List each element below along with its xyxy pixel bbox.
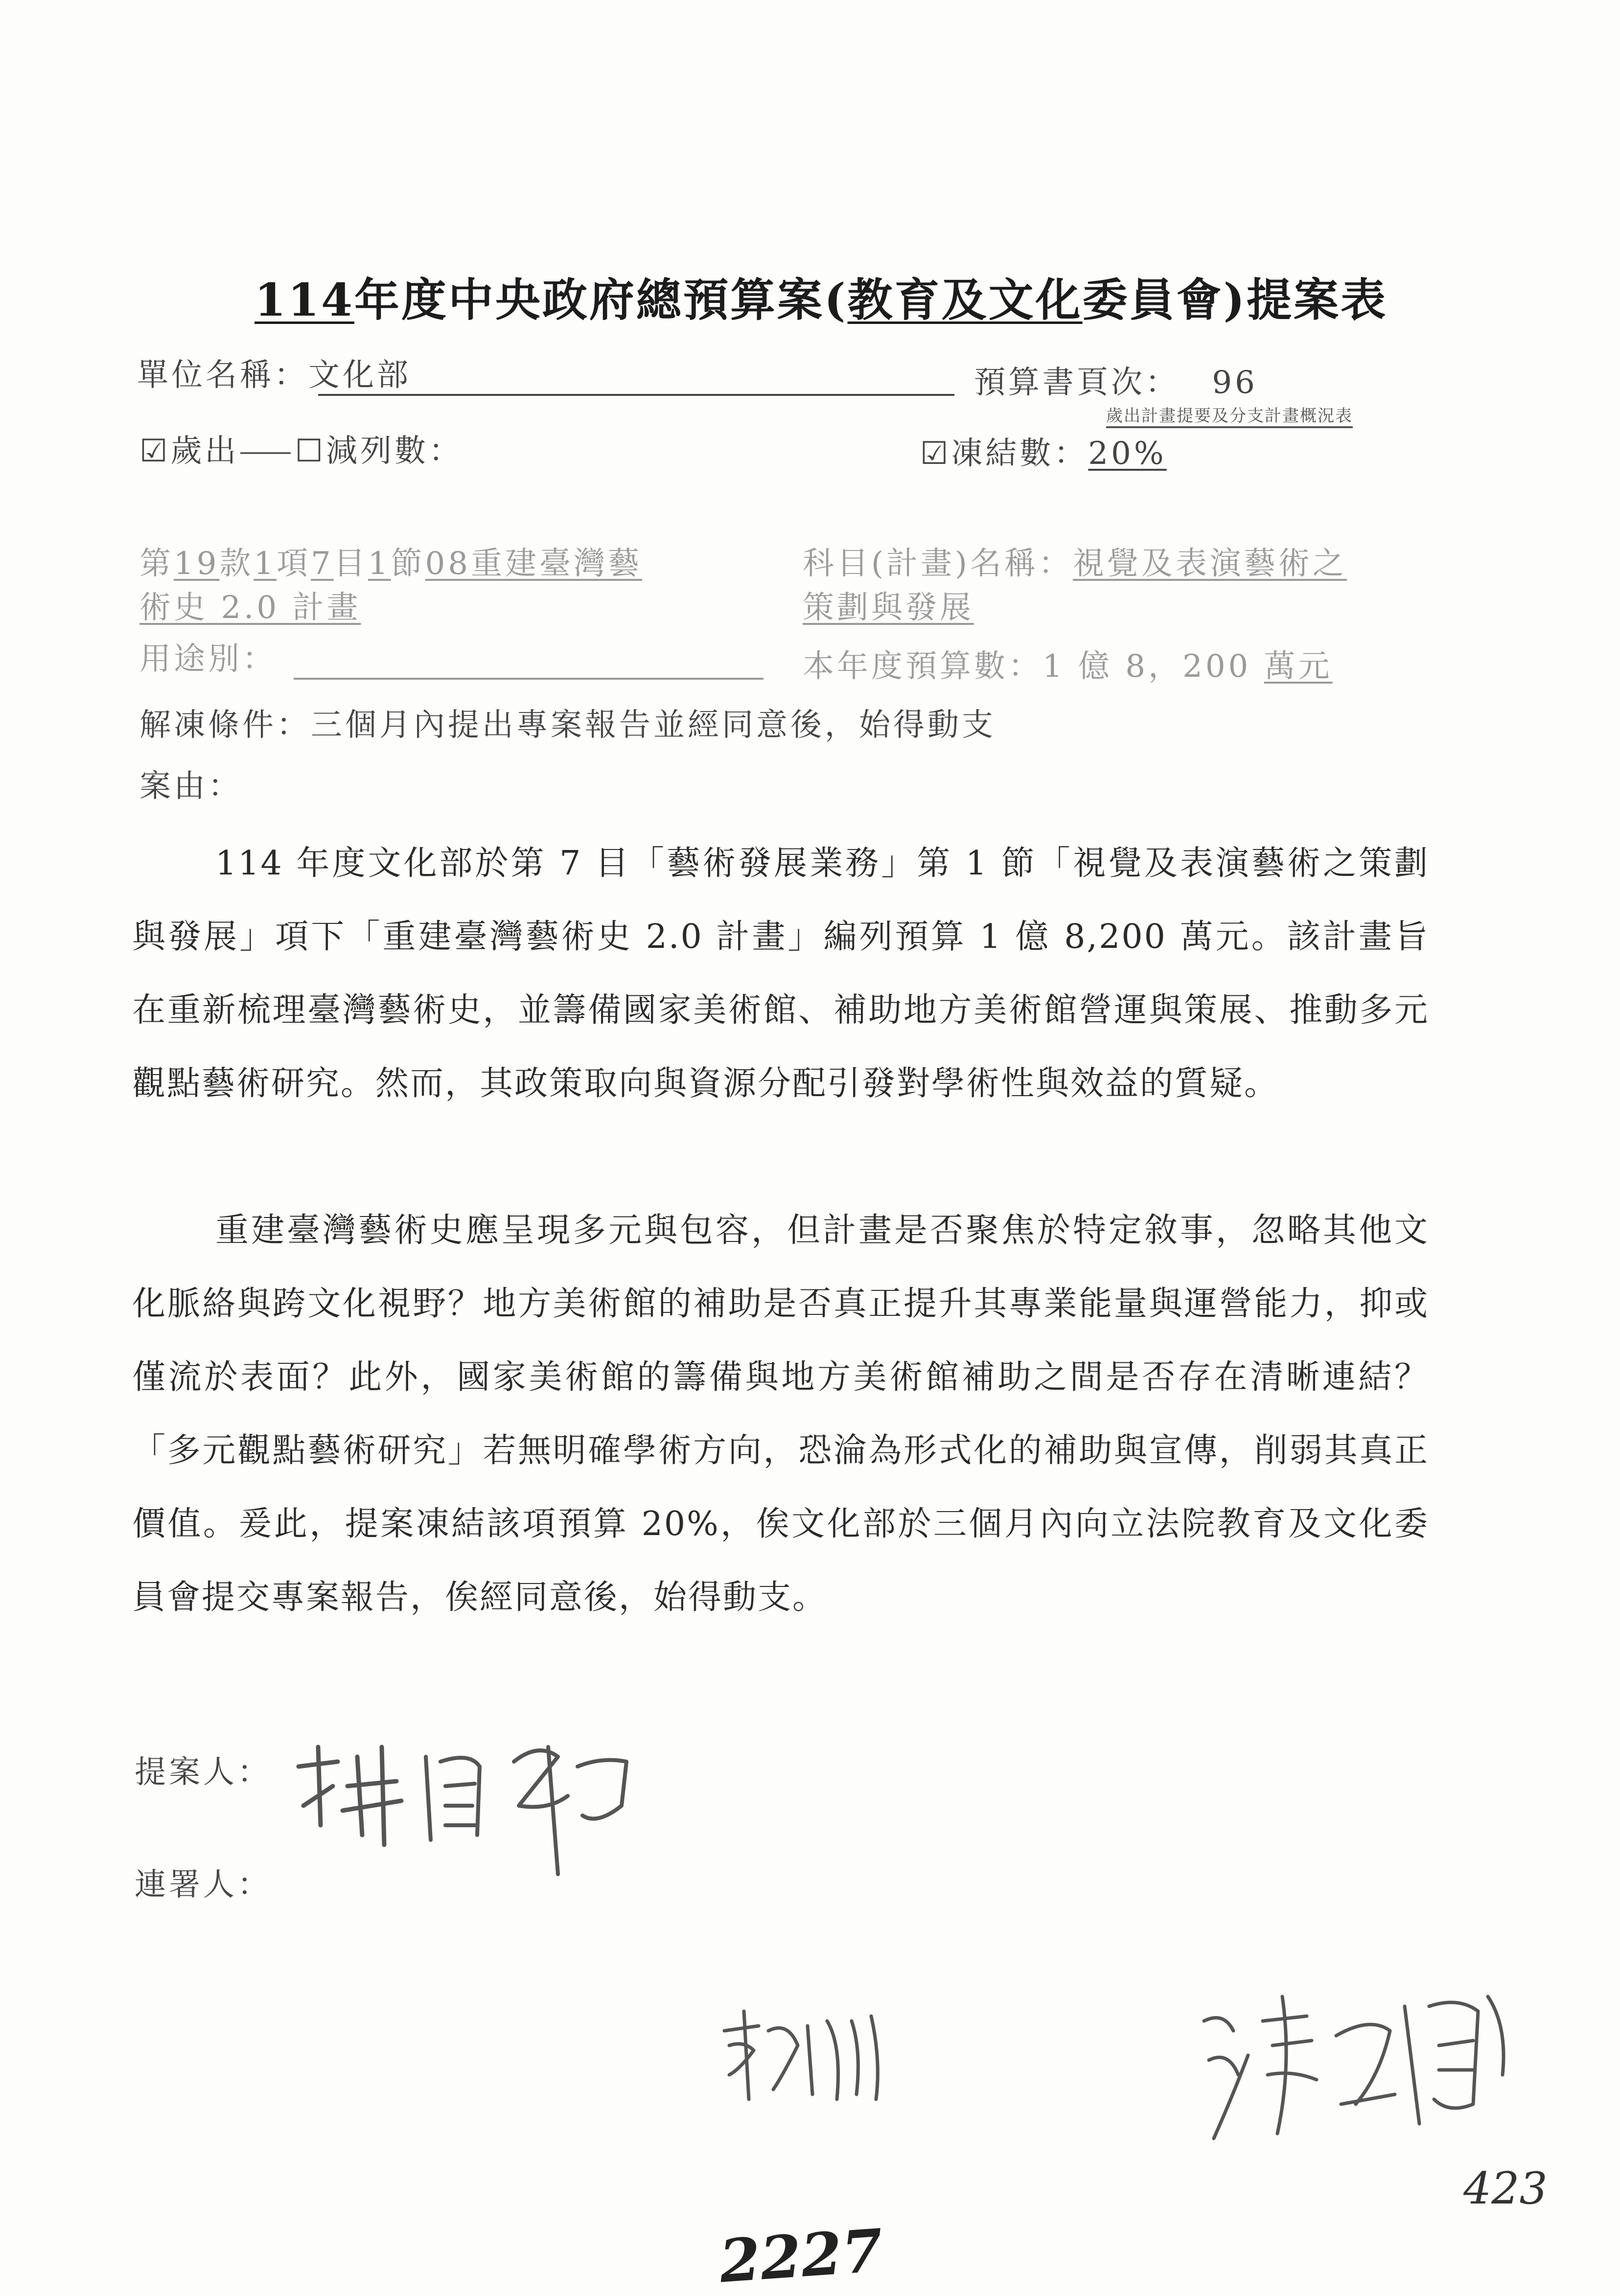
title-committee: 教育及文化 <box>847 274 1083 326</box>
condition-row <box>139 700 996 745</box>
account-mu: 7 <box>311 546 334 582</box>
account-code: 08 <box>425 546 471 582</box>
bottom-handwritten-number: 2227 <box>717 2216 885 2296</box>
account-jie-label: 節 <box>391 546 425 582</box>
account-line-1 <box>139 538 642 583</box>
subject-value-1: 視覺及表演藝術之 <box>1072 546 1347 582</box>
account-xiang: 1 <box>254 546 277 582</box>
account-mu-label: 目 <box>333 546 368 582</box>
freeze-value: 20% <box>1088 436 1167 472</box>
page-ref-label: 預算書頁次： <box>974 365 1180 401</box>
subject-label: 科目(計畫)名稱： <box>803 546 1073 582</box>
account-kuan-label: 款 <box>219 546 254 582</box>
account-di: 第 <box>139 546 174 582</box>
unit-name-underline <box>318 394 954 396</box>
reason-paragraph-1: 114 年度文化部於第 7 目「藝術發展業務」第 1 節「視覺及表演藝術之策劃與發展」項下「重建臺灣藝術史 2.0 計畫」編列預算 1 億 8,200 萬元。該計畫旨在重新梳理臺灣藝術史，並籌備國家美術館、補助地方美術館營運與策展、推動多元觀點藝術研究。然而，其政策取向與資源分配引發對學術性與效益的質疑。 <box>132 844 1429 1103</box>
page-ref-note: 歲出計畫提要及分支計畫概況表 <box>1106 406 1353 426</box>
usage-label: 用途別： <box>139 641 277 677</box>
account-jie: 1 <box>368 546 391 582</box>
reason-label: 案由： <box>139 768 242 804</box>
account-plan-2: 術史 2.0 計畫 <box>139 590 361 626</box>
unit-name-label: 單位名稱： <box>137 357 308 393</box>
cosigner-signature-2 <box>1194 1977 1537 2158</box>
page-ref-row <box>974 357 1258 402</box>
unit-name-row <box>137 350 411 395</box>
budget-row <box>803 641 1333 686</box>
condition-value: 三個月內提出專案報告並經同意後，始得動支 <box>311 707 996 743</box>
page-title <box>255 264 1388 329</box>
subject-row-2 <box>803 582 974 627</box>
page-number: 423 <box>1463 2163 1548 2214</box>
cosigner-label: 連署人： <box>135 1867 272 1903</box>
title-part1: 年度中央政府總預算案( <box>354 274 848 326</box>
usage-underline <box>294 678 764 680</box>
freeze-label: ☑凍結數： <box>920 436 1088 472</box>
freeze-option <box>920 428 1167 473</box>
proposer-signature <box>284 1727 666 1889</box>
budget-unit: 萬元 <box>1264 648 1333 685</box>
account-xiang-label: 項 <box>277 546 311 582</box>
title-part2: 委員會)提案表 <box>1082 274 1388 326</box>
subject-value-2: 策劃與發展 <box>803 590 974 626</box>
page-ref-value: 96 <box>1212 365 1258 401</box>
proposer-label: 提案人： <box>135 1754 272 1791</box>
account-kuan: 19 <box>174 546 220 582</box>
cut-option: ☑歲出⸺☐減列數： <box>139 433 463 469</box>
account-line-2 <box>139 582 361 627</box>
condition-label: 解凍條件： <box>139 707 311 743</box>
reason-paragraph-2: 重建臺灣藝術史應呈現多元與包容，但計畫是否聚焦於特定敘事，忽略其他文化脈絡與跨文化視野？地方美術館的補助是否真正提升其專業能量與運營能力，抑或僅流於表面？此外，國家美術館的籌備與地方美術館補助之間是否存在清晰連結？「多元觀點藝術研究」若無明確學術方向，恐淪為形式化的補助與宣傳，削弱其真正價值。爰此，提案凍結該項預算 20%，俟文化部於三個月內向立法院教育及文化委員會提交專案報告，俟經同意後，始得動支。 <box>132 1211 1429 1617</box>
budget-label: 本年度預算數：1 億 8，200 <box>803 648 1264 685</box>
account-plan-1: 重建臺灣藝 <box>471 546 643 582</box>
subject-row-1 <box>803 538 1347 583</box>
unit-name-value: 文化部 <box>308 357 411 393</box>
cosigner-signature-1 <box>715 2001 891 2114</box>
title-year: 114 <box>255 274 355 326</box>
